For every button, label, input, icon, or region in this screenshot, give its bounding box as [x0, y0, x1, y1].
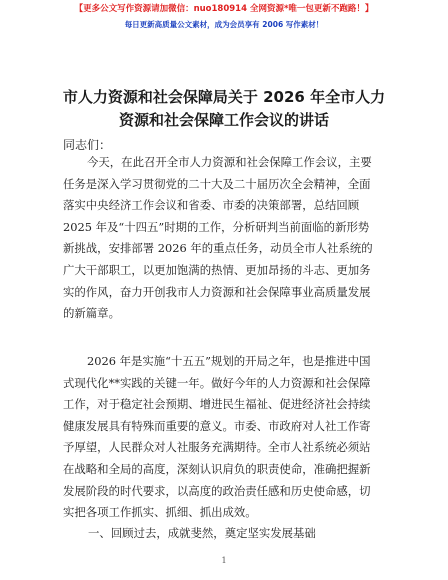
- paragraph-line: 式现代化**实践的关键一年。做好今年的人力资源和社会保障: [63, 375, 371, 390]
- paragraph-line: 工作，对于稳定社会预期、增进民生福祉、促进经济社会持续: [63, 397, 371, 412]
- paragraph-line: 健康发展具有特殊而重要的意义。市委、市政府对人社工作寄: [63, 418, 371, 433]
- section-heading: 一、回顾过去，成就斐然，奠定坚实发展基础: [88, 526, 316, 540]
- paragraph-line: 今天，在此召开全市人力资源和社会保障工作会议，主要: [87, 155, 372, 169]
- body-paragraph-2: [63, 351, 395, 524]
- paragraph-line: 任务是深入学习贯彻党的二十大及二十届历次全会精神，全面: [63, 176, 371, 191]
- paragraph-line: 发展阶段的时代要求，以高度的政治责任感和历史使命感，切: [63, 483, 371, 498]
- paragraph-line: 的新篇章。: [63, 306, 120, 321]
- paragraph-line: 2025 年及“十四五”时期的工作，分析研判当前面临的新形势: [63, 219, 370, 234]
- paragraph-line: 实的作风，奋力开创我市人力资源和社会保障事业高质量发展: [63, 284, 371, 299]
- document-title: [40, 86, 408, 132]
- paragraph-line: 2026 年是实施“十五五”规划的开局之年，也是推进中国: [87, 354, 371, 368]
- promo-banner-line-1: 【更多公文写作资源请加微信：nuo180914 全网资源*唯一包更新不跑路！】: [74, 4, 374, 14]
- paragraph-line: 实把各项工作抓实、抓细、抓出成效。: [63, 505, 257, 520]
- promo-banner-line-2: 每日更新高质量公文素材，成为会员享有 2006 写作素材！: [124, 20, 324, 29]
- page-number: 1: [221, 556, 227, 565]
- paragraph-line: 予厚望，人民群众对人社服务充满期待。全市人社系统必须站: [63, 440, 371, 455]
- document-title-line-2: 资源和社会保障工作会议的讲话: [118, 111, 329, 129]
- body-paragraph-1: [63, 152, 395, 325]
- document-title-line-1: 市人力资源和社会保障局关于 2026 年全市人力: [62, 88, 386, 106]
- promo-banner: [0, 4, 448, 30]
- paragraph-line: 广大干部职工，以更加饱满的热情、更加昂扬的斗志、更加务: [63, 262, 371, 277]
- paragraph-line: 新挑战，安排部署 2026 年的重点任务，动员全市人社系统的: [63, 241, 373, 256]
- paragraph-line: 落实中央经济工作会议和省委、市委的决策部署，总结回顾: [63, 198, 360, 213]
- salutation: 同志们：: [63, 138, 112, 152]
- paragraph-line: 在战略和全局的高度，深刻认识肩负的职责使命，准确把握新: [63, 461, 371, 476]
